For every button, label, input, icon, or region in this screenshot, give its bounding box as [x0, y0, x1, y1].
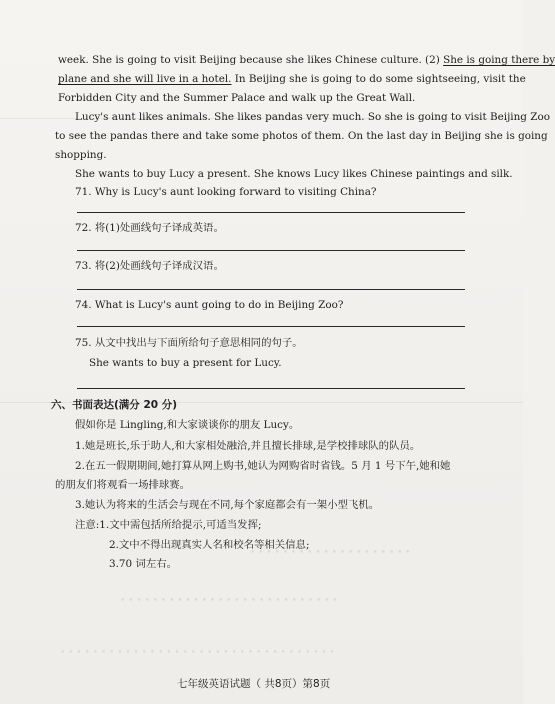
answer-line-71[interactable]: [77, 212, 465, 213]
question-72: 72. 将(1)处画线句子译成英语。: [75, 222, 224, 234]
writing-prompt-2-cont: 的朋友们将观看一场排球赛。: [55, 479, 191, 491]
passage-text: In Beijing she is going to do some sightseeing, visit the: [231, 73, 526, 85]
passage-line: shopping.: [55, 149, 107, 161]
section-heading: 六、书面表达(满分 20 分): [51, 399, 178, 411]
question-71: 71. Why is Lucy's aunt looking forward to visiting China?: [75, 186, 377, 198]
bleed-through-text: • • • • • • • • • • • • • • • • • • • • • • • • • • • • • • • • • •: [60, 648, 335, 658]
writing-prompt-3: 3.她认为将来的生活会与现在不同,每个家庭都会有一架小型飞机。: [75, 499, 380, 511]
page-footer: 七年级英语试题（ 共8页）第8页: [177, 678, 331, 690]
passage-line: Lucy's aunt likes animals. She likes pandas very much. So she is going to visit Beijing Zoo: [75, 111, 550, 123]
underlined-sentence-2: plane and she will live in a hotel.: [58, 73, 232, 85]
writing-intro: 假如你是 Lingling,和大家谈谈你的朋友 Lucy。: [75, 419, 300, 431]
writing-note-3: 3.70 词左右。: [109, 558, 178, 570]
writing-note-2: 2.文中不得出现真实人名和校名等相关信息;: [109, 539, 310, 551]
answer-line-72[interactable]: [77, 250, 465, 251]
passage-line: [58, 73, 526, 86]
question-75-sentence: She wants to buy a present for Lucy.: [89, 357, 282, 369]
passage-text: week. She is going to visit Beijing because she likes Chinese culture. (2): [58, 54, 444, 66]
passage-line: to see the pandas there and take some photos of them. On the last day in Beijing she is going: [55, 130, 548, 142]
question-73: 73. 将(2)处画线句子译成汉语。: [75, 260, 224, 272]
question-74: 74. What is Lucy's aunt going to do in Beijing Zoo?: [75, 299, 344, 311]
writing-prompt-2: 2.在五一假期期间,她打算从网上购书,她认为网购省时省钱。5 月 1 号下午,她和她: [75, 460, 451, 472]
writing-prompt-1: 1.她是班长,乐于助人,和大家相处融洽,并且擅长排球,是学校排球队的队员。: [75, 440, 421, 452]
passage-line: She wants to buy Lucy a present. She knows Lucy likes Chinese paintings and silk.: [75, 168, 513, 180]
question-75: 75. 从文中找出与下面所给句子意思相同的句子。: [75, 337, 303, 349]
passage-line: Forbidden City and the Summer Palace and walk up the Great Wall.: [58, 92, 416, 104]
underlined-sentence-2: She is going there by: [443, 54, 555, 66]
bleed-through-text: • • • • • • • • • • • • • • • • • • • •: [250, 548, 411, 558]
answer-line-75[interactable]: [77, 388, 465, 389]
writing-note-1: 注意:1.文中需包括所给提示,可适当发挥;: [75, 519, 262, 531]
passage-line: [58, 54, 555, 67]
answer-line-73[interactable]: [77, 289, 465, 290]
answer-line-74[interactable]: [77, 326, 465, 327]
bleed-through-text: • • • • • • • • • • • • • • • • • • • • • • • • • • •: [120, 596, 338, 606]
